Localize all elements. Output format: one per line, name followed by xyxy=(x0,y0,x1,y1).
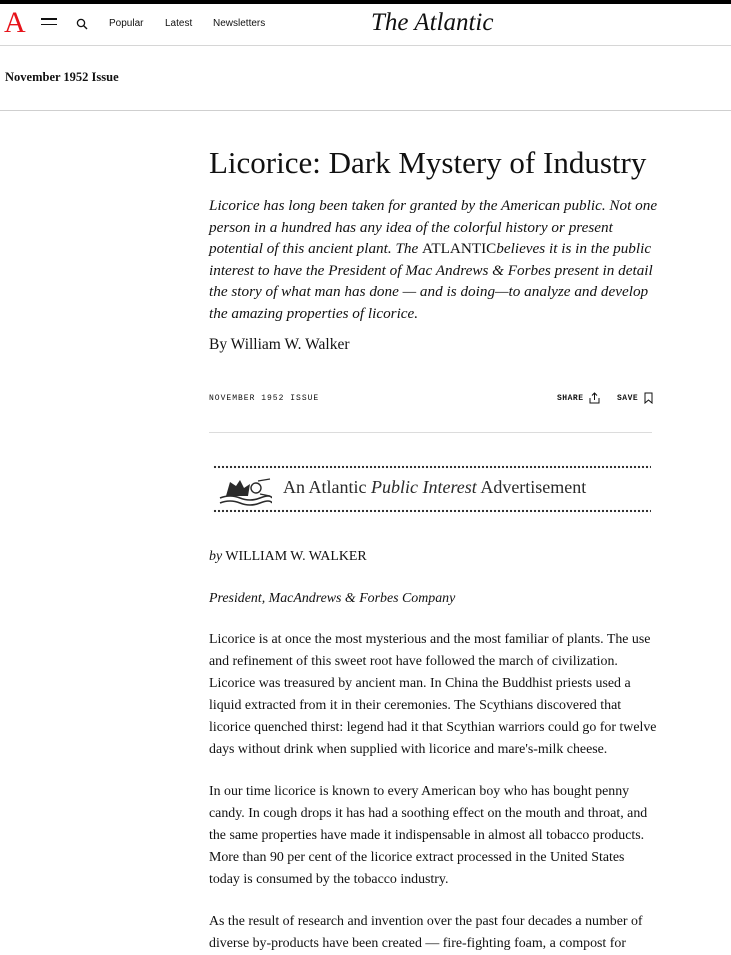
body-paragraph: Licorice is at once the most mysterious and the most familiar of plants. The use and refinement of this sweet root have followed the march of civilization. Licorice was treasured by ancient man. In China the Buddhist priests used a liquid extracted from it in their ceremonies. The Scythians discovered that licorice quenched thirst: legend had it that Scythian warriors could go for twelve days without drink when supplied with licorice and mare's-milk cheese. xyxy=(209,632,657,757)
save-label: SAVE xyxy=(617,394,639,403)
dek-atlantic: ATLANTIC xyxy=(422,240,497,257)
search-icon[interactable] xyxy=(76,18,88,30)
author-line xyxy=(209,546,657,568)
author-role: President, MacAndrews & Forbes Company xyxy=(209,591,456,606)
save-button[interactable] xyxy=(617,394,638,403)
banner-text-italic: Public Interest xyxy=(371,477,477,497)
article-meta-row xyxy=(209,392,652,408)
issue-date: NOVEMBER 1952 ISSUE xyxy=(209,394,320,403)
issue-bar xyxy=(0,45,731,111)
banner-text-before: An Atlantic xyxy=(283,477,371,497)
banner-title xyxy=(283,477,586,498)
masthead-logo[interactable]: The Atlantic xyxy=(371,9,494,36)
nav-link-popular[interactable]: Popular xyxy=(109,18,144,29)
advertisement-banner xyxy=(213,465,651,517)
banner-border-bottom xyxy=(213,509,651,513)
banner-text-after: Advertisement xyxy=(476,477,587,497)
author-by: by xyxy=(209,549,223,564)
divider xyxy=(209,432,652,433)
body-paragraph: As the result of research and invention over the past four decades a number of diverse by-products have been created — fire-fighting foam, a compost for xyxy=(209,914,643,951)
ship-emblem-icon xyxy=(216,476,272,508)
article-dek xyxy=(209,195,659,324)
nav-link-latest[interactable]: Latest xyxy=(165,18,193,29)
share-icon xyxy=(589,392,600,404)
site-header xyxy=(0,4,731,46)
share-button[interactable] xyxy=(557,394,584,403)
article-title: Licorice: Dark Mystery of Industry xyxy=(209,145,647,180)
bookmark-icon xyxy=(644,392,653,404)
banner-border-top xyxy=(213,465,651,469)
author-name: WILLIAM W. WALKER xyxy=(222,549,367,564)
hamburger-menu-icon[interactable] xyxy=(41,18,57,28)
atlantic-logo-icon[interactable]: A xyxy=(4,6,26,39)
dek-text-2: believes it is in the public interest to have the President of Mac Andrews & Forbes present in detail the story of what man has done — and is doing—to analyze and develop the amazing properties of licorice. xyxy=(209,240,653,322)
article-byline[interactable]: By William W. Walker xyxy=(209,336,350,353)
share-label: SHARE xyxy=(557,394,584,403)
issue-link[interactable]: November 1952 Issue xyxy=(5,70,119,84)
dek-text-1: Licorice has long been taken for granted by the American public. Not one person in a hundred has any idea of the colorful history or present potential of this ancient plant. The xyxy=(209,197,658,257)
nav-link-newsletters[interactable]: Newsletters xyxy=(213,18,266,29)
body-paragraph: In our time licorice is known to every American boy who has bought penny candy. In cough drops it has had a soothing effect on the mouth and throat, and the same properties have made it indispensable in almost all tobacco products. More than 90 per cent of the licorice extract processed in the United States today is consumed by the tobacco industry. xyxy=(209,784,648,887)
